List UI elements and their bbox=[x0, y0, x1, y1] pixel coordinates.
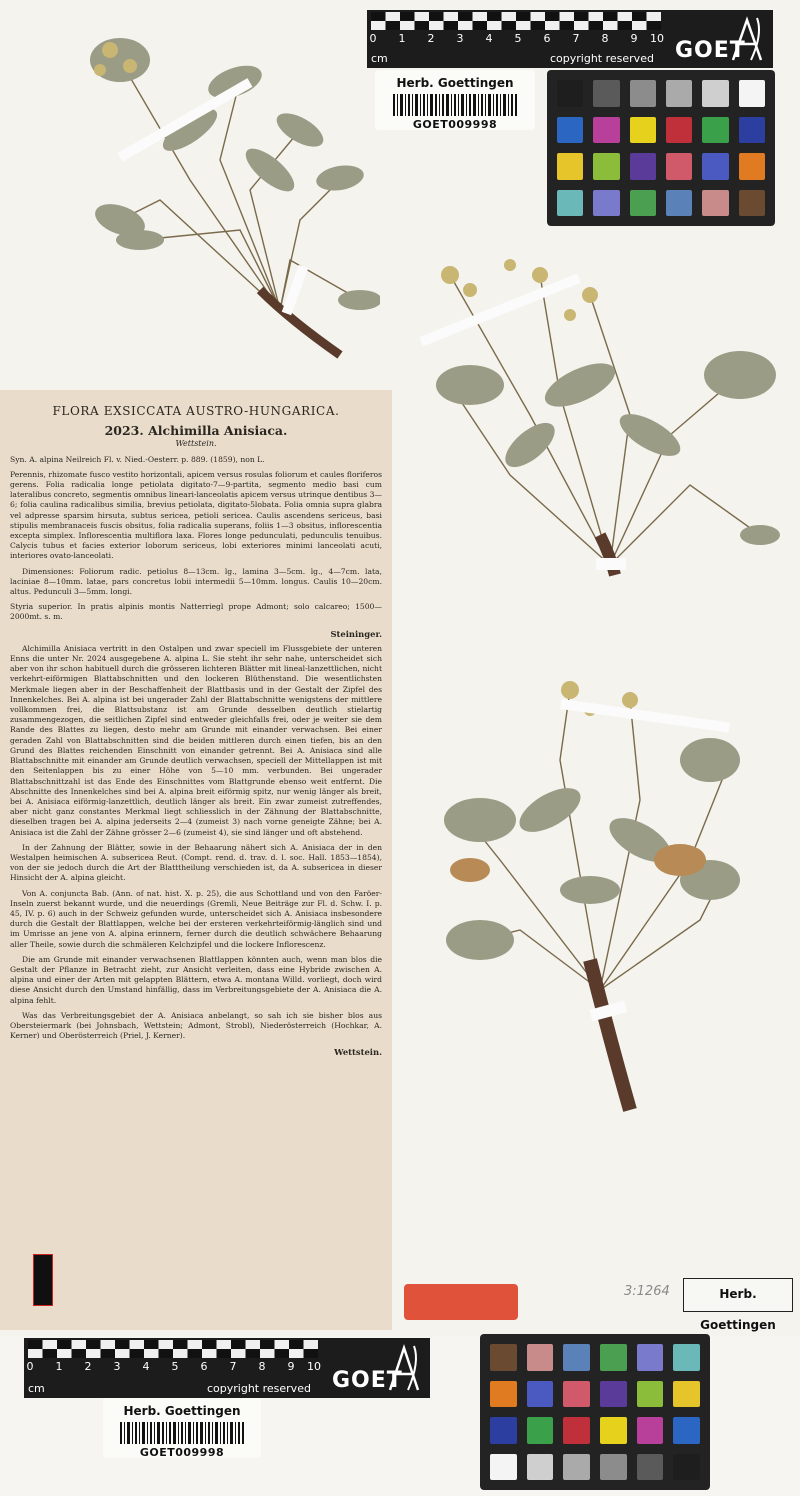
color-patch bbox=[630, 80, 656, 107]
color-patch bbox=[557, 190, 583, 217]
color-patch bbox=[600, 1417, 627, 1444]
scale-ruler-bottom bbox=[24, 1338, 430, 1398]
barcode-label-top bbox=[375, 70, 535, 130]
color-patch bbox=[557, 117, 583, 144]
description-text: Perennis, rhizomate fusco vestito horizontali, apicem versus rosulas foliorum et caules floriferos gerens. Folia radicalia longe petiolata digitato-7—9-partita, segmento medio basi cum lateralibus concreto, segmentis omnibus lineari-lanceolatis apicem versus utrinque dentibus 3—6; folia caulina radicalibus similia, brevius petiolata, digitato-5lobata. Folia omnia supra glabra vel adpresse sparsim hirsuta, subtus sericea, petioli sericea. Caulis ascendens sericeus, basi stipulis membranaceis fuscis obsitus, folia radicalia superans, foliis 1—3 obsitus, inflorescentia excepta simplex. Inflorescentia multiflora laxa. Flores longe pedunculati, pedunculis tenuibus. Calycis tubus et facies exterior loborum sericeus, lobi exteriores minimi lanceolati acuti, interiores ovato-lanceolati. bbox=[10, 469, 382, 561]
color-patch bbox=[666, 153, 692, 180]
ruler-number: 0 bbox=[369, 32, 377, 45]
color-patch bbox=[557, 80, 583, 107]
barcode-label-bottom bbox=[103, 1398, 261, 1458]
synonym-text: Syn. A. alpina Neilreich Fl. v. Nied.-Oesterr. p. 889. (1859), non L. bbox=[10, 454, 265, 464]
ruler-number: 8 bbox=[258, 1360, 266, 1373]
species-name: 2023. Alchimilla Anisiaca. bbox=[104, 423, 288, 439]
ruler-number: 10 bbox=[307, 1360, 321, 1373]
color-patch bbox=[527, 1417, 554, 1444]
accession-note: 3:1264 bbox=[624, 1284, 670, 1299]
color-calibration-card-top bbox=[547, 70, 775, 226]
color-patch bbox=[593, 153, 619, 180]
color-patch bbox=[666, 190, 692, 217]
plant-specimen-3 bbox=[440, 660, 760, 1140]
ruler-number: 2 bbox=[84, 1360, 92, 1373]
scale-marker bbox=[33, 1254, 53, 1306]
barcode bbox=[393, 94, 517, 116]
color-patch bbox=[563, 1417, 590, 1444]
herbarium-stamp: Herb. Goettingen bbox=[683, 1278, 793, 1312]
ruler-number: 5 bbox=[171, 1360, 179, 1373]
ruler-number: 2 bbox=[427, 32, 435, 45]
color-patch bbox=[702, 80, 728, 107]
color-patch bbox=[739, 117, 765, 144]
collector-name: Steininger. bbox=[330, 628, 382, 639]
color-patch bbox=[739, 80, 765, 107]
barcode-header: Herb. Goettingen bbox=[396, 76, 514, 90]
color-patch bbox=[557, 153, 583, 180]
color-patch bbox=[739, 190, 765, 217]
brand-logo: GOET bbox=[332, 1368, 403, 1393]
note-paragraph: Die am Grunde mit einander verwachsenen Blattlappen könnten auch, wenn man blos die Gestalt der Pflanze in Betracht zieht, zur Ansicht verleiten, dass eine Hybride zwischen A. alpina und einer der Arten mit gelappten Blättern, etwa A. montana Willd. vorliegt, doch wird diese Ansicht durch den Umstand hinfällig, dass im Verbreitungsgebiete der A. Anisiaca die A. alpina fehlt. bbox=[10, 954, 382, 1005]
goet-logo-icon bbox=[384, 1342, 424, 1394]
ruler-number: 3 bbox=[456, 32, 464, 45]
ruler-number: 7 bbox=[229, 1360, 237, 1373]
barcode-code: GOET009998 bbox=[139, 1446, 225, 1459]
color-patch bbox=[593, 117, 619, 144]
color-patch bbox=[637, 1344, 664, 1371]
note-paragraph: Was das Verbreitungsgebiet der A. Anisiaca anbelangt, so sah ich sie bisher blos aus Obersteiermark (bei Johnsbach, Wettstein; Admont, Strobl), Niederösterreich (Hochkar, A. Kerner) und Oberösterreich (Priel, J. Kerner). bbox=[10, 1010, 382, 1041]
plant-specimen-2 bbox=[410, 235, 790, 625]
ruler-number: 6 bbox=[200, 1360, 208, 1373]
color-patch bbox=[527, 1381, 554, 1408]
exsiccata-label bbox=[0, 390, 392, 1330]
color-patch bbox=[527, 1454, 554, 1481]
color-patch bbox=[563, 1344, 590, 1371]
barcode-code: GOET009998 bbox=[412, 118, 498, 131]
ruler-number: 8 bbox=[601, 32, 609, 45]
color-patch bbox=[593, 80, 619, 107]
color-patch bbox=[490, 1381, 517, 1408]
note-paragraph: In der Zahnung der Blätter, sowie in der Behaarung nähert sich A. Anisiaca der in den Westalpen heimischen A. subsericea Reut. (Compt. rend. d. trav. d. l. soc. Hall. 1853—1854), von der sie jedoch durch die Art der Blatttheilung verschieden ist, da A. subsericea in dieser Hinsicht der A. alpina gleicht. bbox=[10, 842, 382, 883]
ruler-number: 4 bbox=[485, 32, 493, 45]
ruler-number: 9 bbox=[630, 32, 638, 45]
color-patch bbox=[490, 1344, 517, 1371]
color-patch bbox=[666, 117, 692, 144]
color-patch bbox=[702, 117, 728, 144]
red-marker-tab bbox=[404, 1284, 518, 1320]
color-patch bbox=[527, 1344, 554, 1371]
ruler-number: 1 bbox=[55, 1360, 63, 1373]
ruler-number: 9 bbox=[287, 1360, 295, 1373]
color-patch bbox=[630, 190, 656, 217]
copyright-text: copyright reserved bbox=[550, 52, 654, 65]
author-name: Wettstein. bbox=[175, 439, 217, 449]
color-patch bbox=[563, 1381, 590, 1408]
color-patch bbox=[702, 190, 728, 217]
brand-logo: GOET bbox=[675, 38, 746, 63]
barcode bbox=[120, 1422, 244, 1444]
ruler-unit: cm bbox=[28, 1382, 45, 1395]
ruler-number: 0 bbox=[26, 1360, 34, 1373]
color-patch bbox=[563, 1454, 590, 1481]
ruler-number: 3 bbox=[113, 1360, 121, 1373]
goet-logo-icon bbox=[727, 14, 767, 64]
color-patch bbox=[673, 1417, 700, 1444]
ruler-ticks bbox=[371, 12, 661, 30]
signature: Wettstein. bbox=[334, 1047, 382, 1058]
color-patch bbox=[600, 1344, 627, 1371]
plant-specimen-1 bbox=[40, 20, 380, 380]
color-patch bbox=[637, 1417, 664, 1444]
color-patch bbox=[600, 1454, 627, 1481]
ruler-number: 1 bbox=[398, 32, 406, 45]
color-patch bbox=[702, 153, 728, 180]
scale-ruler-top bbox=[367, 10, 773, 68]
copyright-text: copyright reserved bbox=[207, 1382, 311, 1395]
color-patch bbox=[630, 153, 656, 180]
color-patch bbox=[490, 1454, 517, 1481]
color-patch bbox=[673, 1344, 700, 1371]
ruler-unit: cm bbox=[371, 52, 388, 65]
color-patch bbox=[739, 153, 765, 180]
color-patch bbox=[637, 1454, 664, 1481]
barcode-header: Herb. Goettingen bbox=[123, 1404, 241, 1418]
color-patch bbox=[673, 1381, 700, 1408]
color-patch bbox=[673, 1454, 700, 1481]
color-calibration-card-bottom bbox=[480, 1334, 710, 1490]
dimensions-text: Dimensiones: Foliorum radic. petiolus 8—13cm. lg., lamina 3—5cm. lg., 4—7cm. lata, laciniae 8—10mm. latae, pars concretus lobii intermedii 5—10mm. longus. Caulis 10—20cm. altus. Pedunculi 3—5mm. longi. bbox=[10, 566, 382, 597]
color-patch bbox=[630, 117, 656, 144]
ruler-number: 6 bbox=[543, 32, 551, 45]
label-title: FLORA EXSICCATA AUSTRO-HUNGARICA. bbox=[52, 404, 340, 418]
color-patch bbox=[593, 190, 619, 217]
ruler-number: 10 bbox=[650, 32, 664, 45]
ruler-number: 7 bbox=[572, 32, 580, 45]
color-patch bbox=[666, 80, 692, 107]
color-patch bbox=[490, 1417, 517, 1444]
locality-text: Styria superior. In pratis alpinis montis Natterriegl prope Admont; solo calcareo; 1500—2000mt. s. m. bbox=[10, 602, 382, 622]
ruler-number: 5 bbox=[514, 32, 522, 45]
note-paragraph: Von A. conjuncta Bab. (Ann. of nat. hist. X. p. 25), die aus Schottland und von den Faröer-Inseln zuerst bekannt wurde, und die neuerdings (Gremli, Neue Beiträge zur Fl. d. Schw. I. p. 45, IV. p. 6) auch in der Schweiz gefunden wurde, unterscheidet sich A. Anisiaca insbesondere durch die Gestalt der Blattlappen, welche bei der ersteren verkehrteiförmig-länglich sind und im Umrisse an jene von A. alpina erinnern, ferner durch die deutlich schwächere Behaarung aller Theile, sowie durch die schmäleren Kelchzipfel und die lockere Inflorescenz. bbox=[10, 888, 382, 949]
note-paragraph: Alchimilla Anisiaca vertritt in den Ostalpen und zwar speciell im Flussgebiete der unteren Enns die unter Nr. 2024 ausgegebene A. alpina L. Sie steht ihr sehr nahe, unterscheidet sich aber von ihr schon habituell durch die grösseren lichteren Blätter mit lineal-lanzettlichen, nicht verkehrt-eiförmigen Blattabschnitten und den lockeren Blüthenstand. Die wesentlichsten Merkmale liegen aber in der Beschaffenheit der Blattbasis und in der Gestalt der Zipfel des Innenkelches. Bei A. alpina ist bei ungerader Zahl der Blattabschnitte wenigstens der mittlere vollkommen frei, die Blattsubstanz ist am Grunde desselben deutlich stielartig zusammengezogen, die seitlichen Zipfel sind entweder gleichfalls frei, oder je weiter sie dem Rande des Blattes zu liegen, desto mehr am Grunde mit einander verwachsen. Bei einer geraden Zahl von Blattabschnitten sind die beiden mittleren durch einen tiefen, bis an den Grund des Blattes reichenden Einschnitt von einander getrennt. Bei A. Anisiaca sind alle Blattabschnitte mit einander am Grunde deutlich verwachsen, speciell der Mittellappen ist mit den Seitenlappen bis zu einer Höhe von 5—10 mm. verbunden. Bei ungerader Blattabschnittzahl ist das Ende des Einschnittes vom Blattgrunde ebenso weit entfernt. Die Abschnitte des Innenkelches sind bei A. alpina breit eiförmig spitz, nur wenig länger als breit, bei A. Anisiaca eiförmig-lanzettlich, deutlich länger als breit. Ein zwar zumeist zutreffendes, aber nicht ganz constantes Merkmal liegt schliesslich in der Zähnung der Blattabschnitte, dieselben tragen bei A. alpina jederseits 2—4 (zumeist 3) nach vorne geneigte Zähne; bei A. Anisiaca ist die Zahl der Zähne grösser 2—6 (zumeist 4), sie sind länger und oft abstehend. bbox=[10, 643, 382, 837]
color-patch bbox=[637, 1381, 664, 1408]
ruler-number: 4 bbox=[142, 1360, 150, 1373]
color-patch bbox=[600, 1381, 627, 1408]
ruler-ticks bbox=[28, 1340, 318, 1358]
